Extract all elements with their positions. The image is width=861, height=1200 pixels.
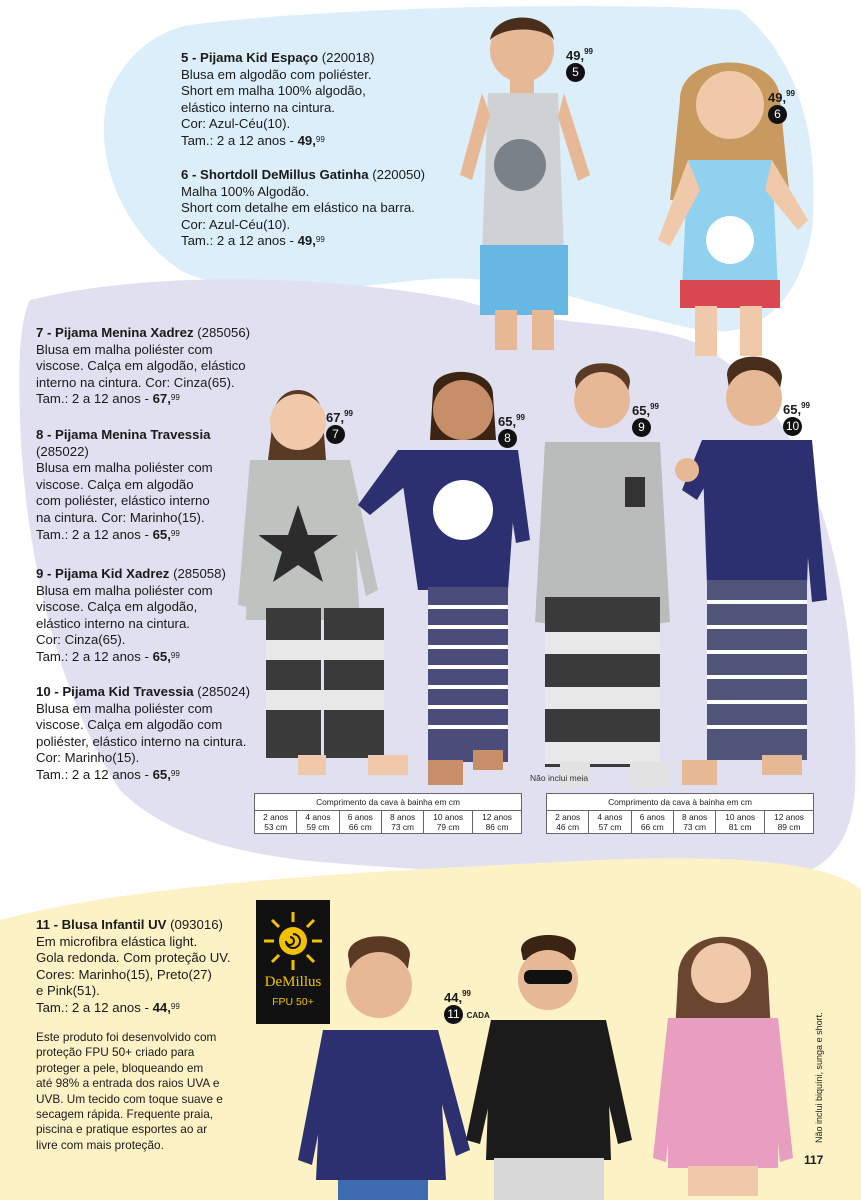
uv-info-line: Este produto foi desenvolvido com [36, 1030, 217, 1044]
logo-brand: DeMillus [264, 974, 322, 990]
product-8-description [36, 427, 213, 543]
size-length: 89 cm [777, 822, 801, 832]
logo-fpu: FPU 50+ [272, 996, 314, 1008]
size-table-header: Comprimento da cava à bainha em cm [255, 794, 522, 811]
girl-cat-shortdoll-photo [650, 40, 815, 360]
price-tag-9 [632, 403, 659, 437]
product-10-desc-line: Cor: Marinho(15). [36, 750, 140, 766]
size-age: 10 anos [433, 812, 464, 822]
product-6-price-cents: 99 [315, 235, 325, 245]
page-number: 117 [804, 1153, 824, 1167]
price-tag-8-value: 65, [498, 414, 517, 429]
size-age: 4 anos [305, 812, 331, 822]
product-number-8: 8 [498, 429, 517, 448]
size-length: 66 cm [348, 822, 372, 832]
product-10-title: 10 - Pijama Kid Travessia [36, 684, 194, 699]
product-7-description [36, 325, 250, 408]
product-8-desc-line: com poliéster, elástico interno [36, 493, 210, 509]
size-age: 8 anos [682, 812, 708, 822]
product-9-title: 9 - Pijama Kid Xadrez [36, 566, 170, 581]
product-7-price: 67, [152, 391, 171, 407]
size-length: 79 cm [436, 822, 460, 832]
product-5-price: 49, [297, 132, 316, 148]
product-11-code: (093016) [170, 917, 223, 932]
product-11-price-cents: 99 [170, 1001, 180, 1011]
price-tag-6 [768, 90, 795, 124]
size-length: 66 cm [640, 822, 664, 832]
price-tag-5-value: 49, [566, 48, 585, 63]
product-5-desc-line: Cor: Azul-Céu(10). [181, 116, 291, 132]
product-11-description [36, 917, 231, 1017]
product-5-description [181, 50, 375, 150]
price-tag-9-value: 65, [632, 403, 651, 418]
price-tag-5 [566, 48, 593, 82]
uv-info-line: secagem rápida. Frequente praia, [36, 1107, 214, 1122]
product-11-desc-line: Cores: Marinho(15), Preto(27) [36, 966, 212, 982]
size-length: 57 cm [598, 822, 622, 832]
product-6-code: (220050) [372, 167, 426, 182]
product-number-7: 7 [326, 425, 345, 444]
product-10-description [36, 684, 250, 784]
no-socks-note: Não inclui meia [530, 773, 589, 783]
product-number-5: 5 [566, 63, 585, 82]
product-6-desc-line: Short com detalhe em elástico na barra. [181, 200, 415, 216]
product-9-desc-line: elástico interno na cintura. [36, 615, 190, 631]
product-9-desc-line: Cor: Cinza(65). [36, 632, 126, 648]
size-length: 73 cm [683, 822, 706, 832]
price-tag-10 [783, 402, 810, 436]
product-10-size: Tam.: 2 a 12 anos - [36, 766, 153, 782]
product-11-size: Tam.: 2 a 12 anos - [36, 999, 153, 1015]
girl-pink-uv-shirt-photo [648, 918, 798, 1200]
price-tag-7 [326, 410, 353, 444]
product-11-desc-line: Em microfibra elástica light. [36, 933, 198, 949]
size-age: 12 anos [774, 812, 804, 822]
size-age: 2 anos [263, 812, 289, 822]
size-length: 86 cm [485, 822, 509, 832]
size-age: 12 anos [482, 812, 512, 822]
product-5-desc-line: Short em malha 100% algodão, [181, 83, 366, 99]
product-10-desc-line: poliéster, elástico interno na cintura. [36, 733, 247, 749]
product-7-price-cents: 99 [170, 393, 180, 403]
product-10-desc-line: Blusa em malha poliéster com [36, 700, 213, 716]
product-8-price-cents: 99 [170, 528, 180, 538]
product-11-desc-line: e Pink(51). [36, 983, 100, 999]
size-table-header: Comprimento da cava à bainha em cm [547, 794, 814, 811]
product-7-desc-line: interno na cintura. Cor: Cinza(65). [36, 374, 235, 390]
size-age: 6 anos [639, 812, 665, 822]
product-number-11: 11 [444, 1005, 463, 1024]
price-tag-6-value: 49, [768, 90, 787, 105]
product-9-price: 65, [152, 648, 171, 664]
product-6-description [181, 167, 425, 250]
size-age: 4 anos [597, 812, 623, 822]
size-length: 46 cm [556, 822, 580, 832]
price-tag-8 [498, 414, 525, 448]
size-age: 8 anos [390, 812, 416, 822]
product-8-price: 65, [152, 526, 171, 542]
product-6-desc-line: Cor: Azul-Céu(10). [181, 216, 291, 232]
uv-info-line: proteção FPU 50+ criado para [36, 1045, 195, 1060]
product-6-title: 6 - Shortdoll DeMillus Gatinha [181, 167, 369, 182]
size-length: 73 cm [391, 822, 414, 832]
product-8-desc-line: viscose. Calça em algodão [36, 476, 194, 492]
uv-info-line: proteger a pele, bloqueando em [36, 1060, 204, 1075]
price-tag-5-cents: 99 [584, 47, 593, 56]
product-9-desc-line: viscose. Calça em algodão, [36, 599, 198, 615]
uv-info-line: piscina e pratique esportes ao ar [36, 1122, 208, 1137]
product-7-title: 7 - Pijama Menina Xadrez [36, 325, 194, 340]
size-length: 81 cm [728, 822, 752, 832]
product-9-code: (285058) [173, 566, 226, 581]
size-length: 59 cm [306, 822, 330, 832]
product-8-title: 8 - Pijama Menina Travessia [36, 427, 211, 442]
product-9-desc-line: Blusa em malha poliéster com [36, 582, 213, 598]
price-tag-11-cents: 99 [462, 989, 471, 998]
price-tag-7-cents: 99 [344, 409, 353, 418]
product-10-code: (285024) [197, 684, 251, 699]
product-6-size: Tam.: 2 a 12 anos - [181, 233, 298, 249]
uv-info-line: até 98% a entrada dos raios UVA e [36, 1076, 220, 1091]
product-7-desc-line: viscose. Calça em algodão, elástico [36, 358, 246, 374]
product-10-price-cents: 99 [170, 768, 180, 778]
product-8-desc-line: na cintura. Cor: Marinho(15). [36, 509, 205, 525]
size-age: 6 anos [347, 812, 373, 822]
product-5-price-cents: 99 [315, 134, 325, 144]
product-7-desc-line: Blusa em malha poliéster com [36, 341, 213, 357]
product-number-10: 10 [783, 417, 802, 436]
product-9-description [36, 566, 226, 666]
uv-info-line: livre com mais proteção. [36, 1137, 164, 1152]
price-tag-10-cents: 99 [801, 401, 810, 410]
product-6-desc-line: Malha 100% Algodão. [181, 183, 310, 199]
product-9-size: Tam.: 2 a 12 anos - [36, 648, 153, 664]
product-5-desc-line: Blusa em algodão com poliéster. [181, 66, 372, 82]
price-tag-10-value: 65, [783, 402, 802, 417]
product-number-6: 6 [768, 105, 787, 124]
size-table-girls [254, 793, 522, 834]
product-11-desc-line: Gola redonda. Com proteção UV. [36, 950, 231, 966]
product-8-code: (285022) [36, 443, 89, 459]
product-11-price: 44, [152, 999, 171, 1015]
price-tag-7-value: 67, [326, 410, 345, 425]
boy-black-uv-shirt-photo [466, 930, 636, 1200]
side-note: Não inclui biquíni, sunga e short. [814, 1012, 824, 1143]
product-6-price: 49, [297, 233, 316, 249]
product-10-price: 65, [152, 766, 171, 782]
product-7-size: Tam.: 2 a 12 anos - [36, 391, 153, 407]
product-number-9: 9 [632, 418, 651, 437]
product-5-size: Tam.: 2 a 12 anos - [181, 132, 298, 148]
price-tag-8-cents: 99 [516, 413, 525, 422]
product-5-title: 5 - Pijama Kid Espaço [181, 50, 319, 65]
product-10-desc-line: viscose. Calça em algodão com [36, 717, 223, 733]
product-7-code: (285056) [197, 325, 251, 340]
product-11-title: 11 - Blusa Infantil UV [36, 917, 167, 932]
price-tag-9-cents: 99 [650, 402, 659, 411]
price-tag-11-value: 44, [444, 990, 463, 1005]
product-9-price-cents: 99 [170, 650, 180, 660]
product-5-code: (220018) [321, 50, 375, 65]
size-age: 2 anos [555, 812, 581, 822]
uv-protection-info [36, 1030, 223, 1153]
size-age: 10 anos [725, 812, 756, 822]
product-5-desc-line: elástico interno na cintura. [181, 99, 335, 115]
product-8-desc-line: Blusa em malha poliéster com [36, 460, 213, 476]
boy-navy-uv-shirt-photo [298, 930, 478, 1200]
uv-info-line: UVB. Um tecido com toque suave e [36, 1091, 223, 1106]
size-table-boys [546, 793, 814, 834]
price-tag-6-cents: 99 [786, 89, 795, 98]
size-length: 53 cm [264, 822, 288, 832]
product-8-size: Tam.: 2 a 12 anos - [36, 526, 153, 542]
price-tag-11-each: CADA [466, 1011, 490, 1020]
